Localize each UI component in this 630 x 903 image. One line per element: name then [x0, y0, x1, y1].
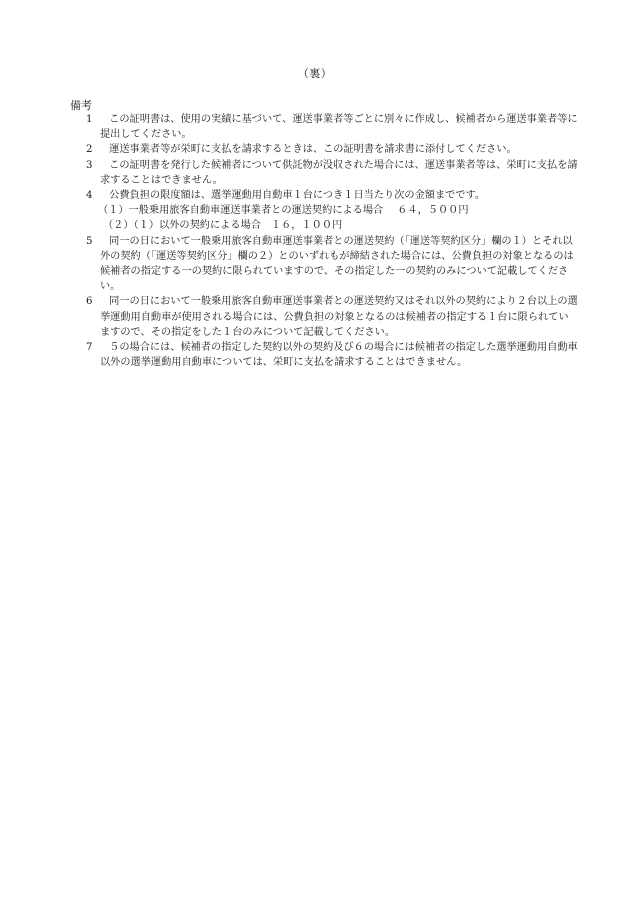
- remark-item-5: [86, 234, 578, 295]
- limit-amount: ６４，５００円: [397, 205, 469, 217]
- remark-item-6: [86, 294, 578, 340]
- limit-amount: １６，１００円: [270, 220, 343, 232]
- remark-number: 1: [86, 114, 93, 125]
- remark-text: ５の場合には、候補者の指定した契約以外の契約及び６の場合には候補者の指定した選挙運動用自動車以外の選挙運動用自動車については、栄町に支払を請求することはできません。: [100, 342, 578, 369]
- remark-number: 6: [86, 296, 93, 308]
- remark-item-7: [86, 340, 578, 370]
- remark-text: 公費負担の限度額は、選挙運動用自動車１台につき１日当たり次の金額までです。: [109, 190, 486, 202]
- remark-text: この証明書を発行した候補者について供託物が没収された場合には、運送事業者等は、栄町に支払を請求することはできません。: [100, 159, 578, 186]
- limit-item-other-contract: [86, 218, 578, 233]
- reverse-side-mark: （裏）: [297, 67, 333, 80]
- remark-number: 3: [86, 159, 93, 171]
- remark-item-1: [86, 112, 578, 142]
- limit-label: （１）一般乗用旅客自動車運送事業者との運送契約による場合: [98, 205, 384, 217]
- remark-text: 同一の日において一般乗用旅客自動車運送事業者との運送契約（「運送等契約区分」欄の１）とそれ以外の契約（「運送等契約区分」欄の２）とのいずれもが締結された場合には、公費負担の対象となるのは候補者の指定する一の契約に限られていますので、その指定した一の契約のみについて記載してください。: [100, 235, 574, 293]
- remark-text: 同一の日において一般乗用旅客自動車運送事業者との運送契約又はそれ以外の契約により２台以上の選挙運動用自動車が使用される場合には、公費負担の対象となるのは候補者の指定する１台に限られていますので、その指定をした１台のみについて記載してください。: [100, 296, 578, 338]
- remark-number: 2: [86, 144, 93, 156]
- remark-text: この証明書は、使用の実績に基づいて、運送事業者等ごとに別々に作成し、候補者から運送事業者等に提出してください。: [100, 114, 578, 141]
- remarks-list: [86, 112, 578, 370]
- remark-item-4: [86, 188, 578, 203]
- remark-number: 7: [86, 342, 93, 354]
- remarks-heading: 備考: [70, 99, 92, 112]
- remark-item-3: [86, 158, 578, 188]
- limit-label: （２）（１）以外の契約による場合: [103, 220, 261, 232]
- limit-item-taxi-contract: [86, 203, 578, 218]
- remark-text: 運送事業者等が栄町に支払を請求するときは、この証明書を請求書に添付してください。: [109, 144, 517, 156]
- remark-number: 5: [86, 235, 93, 247]
- remark-item-2: [86, 142, 578, 157]
- remark-number: 4: [86, 190, 93, 202]
